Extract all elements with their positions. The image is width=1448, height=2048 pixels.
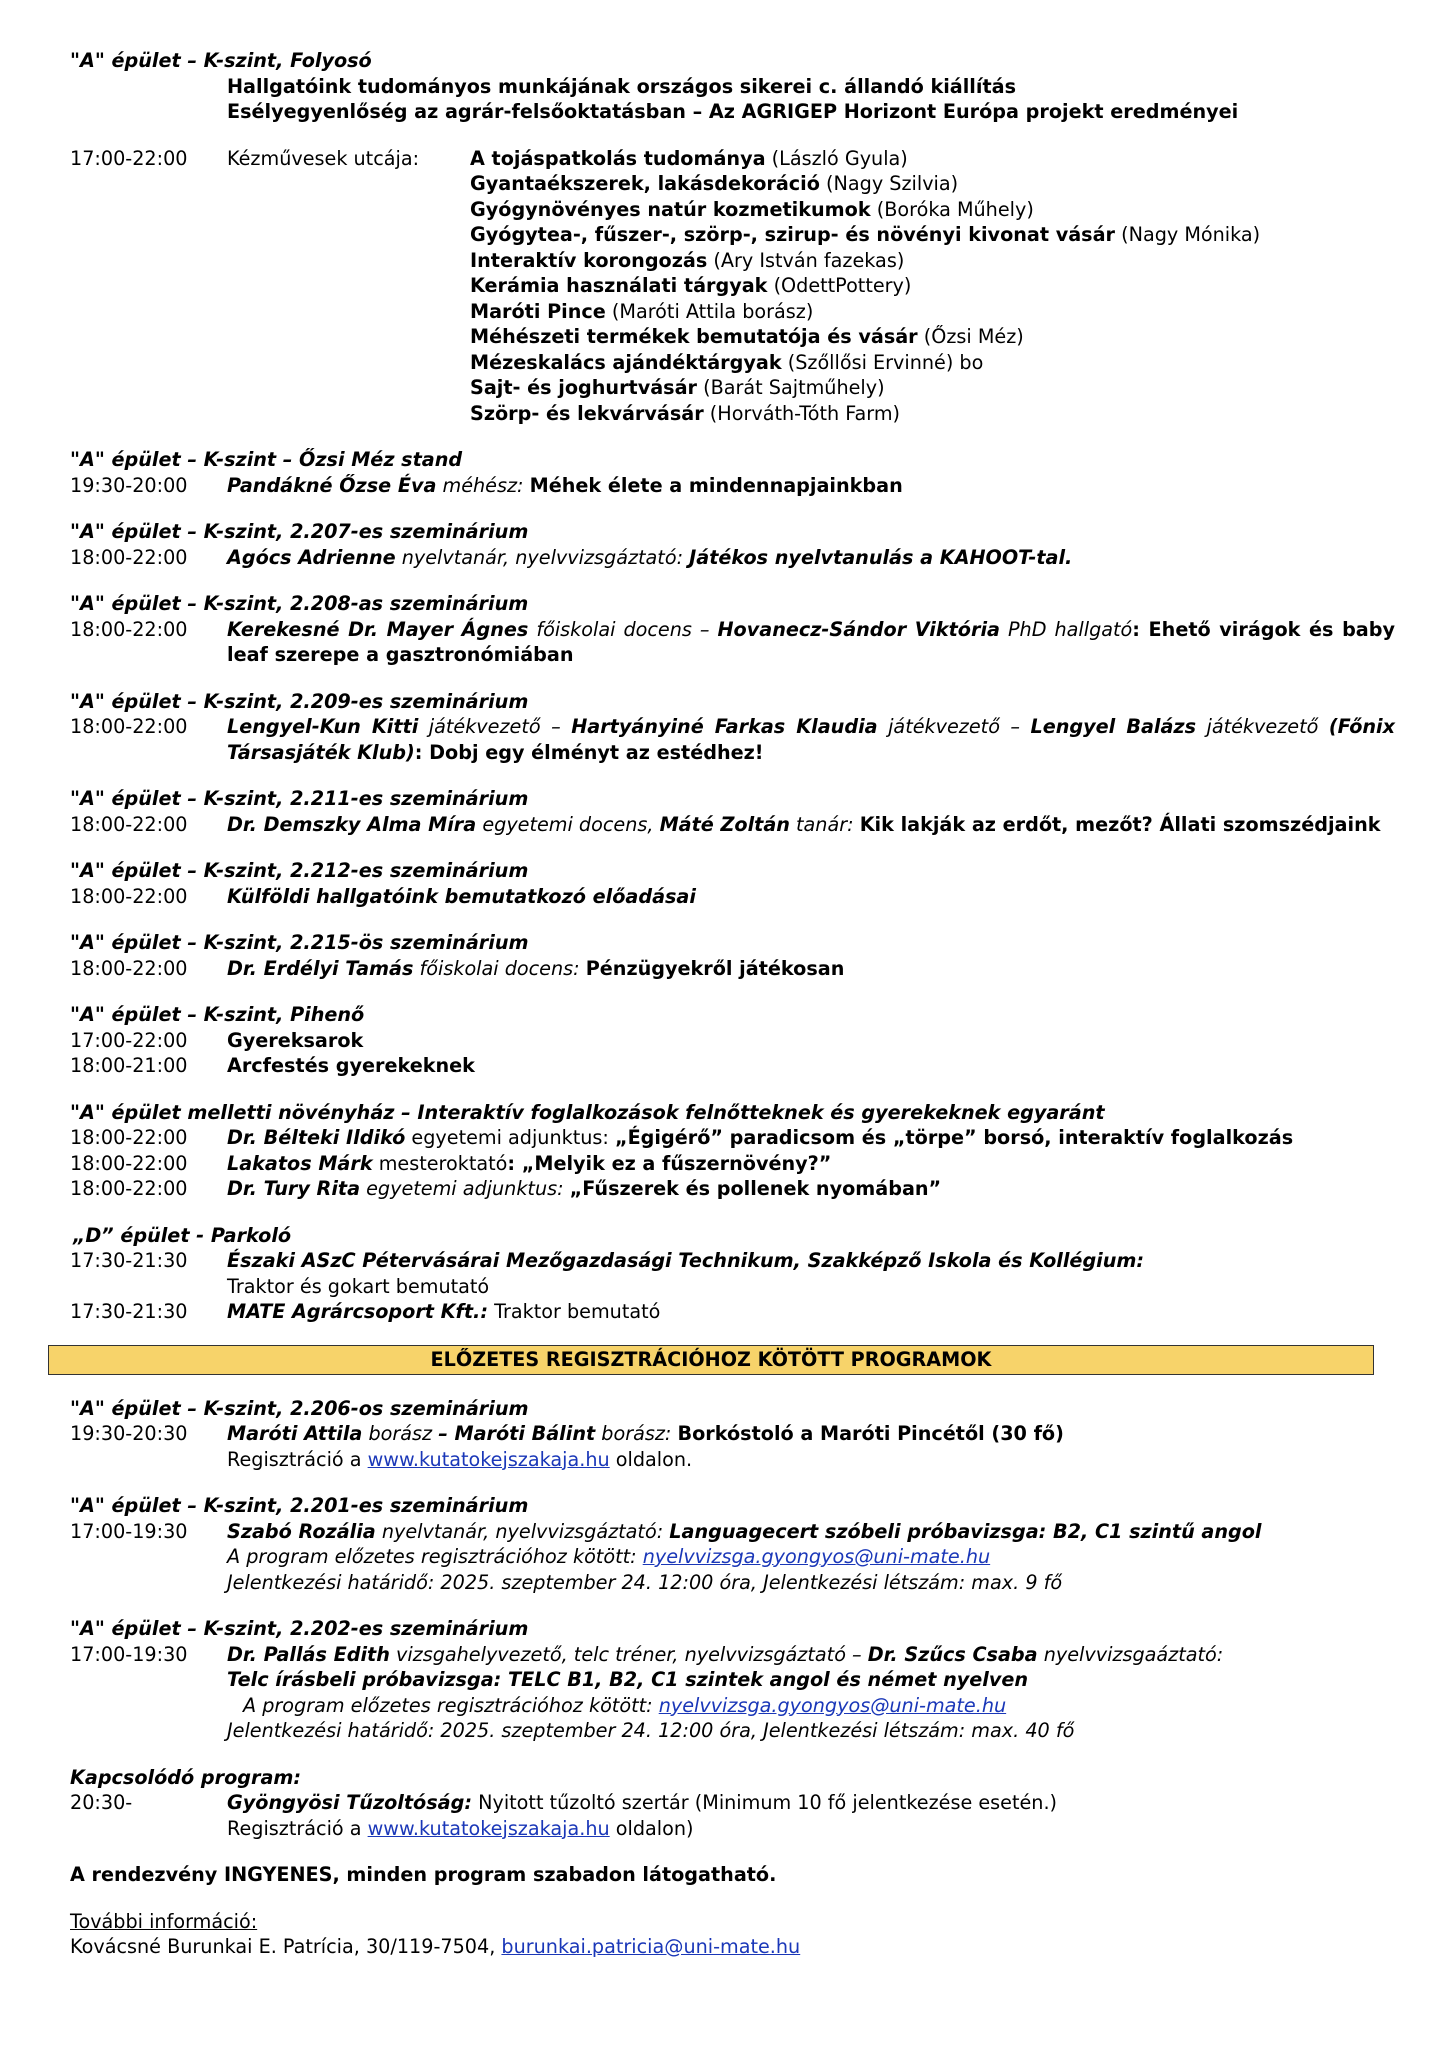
time-slot: 18:00-21:00 — [70, 1054, 188, 1077]
program-row: 18:00-22:00 Dr. Bélteki Ildikó egyetemi adjunktus: „Égigérő” paradicsom és „törpe” borsó, interaktív foglalkozás — [70, 1126, 1294, 1149]
section-novenyhaz — [70, 1100, 1395, 1202]
program-row: 18:00-22:00 Lengyel-Kun Kitti játékvezető – Hartyányiné Farkas Klaudia játékvezető – Lengyel Balázs játékvezető (Főnix Társasjáték Klub): Dobj egy élményt az estédhez! — [70, 715, 1396, 764]
program-row: 18:00-22:00 Agócs Adrienne nyelvtanár, nyelvvizsgáztató: Játékos nyelvtanulás a KAHOOT-tal. — [70, 545, 1073, 569]
registration-link[interactable]: www.kutatokejszakaja.hu — [367, 1447, 610, 1471]
program-row: 17:00-22:00 Gyereksarok — [70, 1028, 364, 1052]
section-2212 — [70, 858, 1395, 909]
program-row: 18:00-22:00 Külföldi hallgatóink bemutatkozó előadásai — [70, 884, 696, 908]
exhibition-line: Esélyegyenlőség az agrár-felsőoktatásban – Az AGRIGEP Horizont Európa projekt eredményei — [227, 100, 1239, 123]
program-row: 18:00-22:00 Dr. Erdélyi Tamás főiskolai docens: Pénzügyekről játékosan — [70, 956, 845, 980]
section-2201 — [70, 1493, 1395, 1595]
section-header: "A" épület – K-szint, 2.207-es szeminárium — [70, 520, 529, 543]
registration-line: Regisztráció a www.kutatokejszakaja.hu oldalon. — [227, 1447, 693, 1471]
registration-email-link[interactable]: nyelvvizsga.gyongyos@uni-mate.hu — [658, 1693, 1007, 1717]
craft-list — [470, 146, 1395, 427]
craft-street-label: Kézművesek utcája: — [227, 146, 420, 170]
program-row: 17:00-19:30 Szabó Rozália nyelvtanár, nyelvvizsgáztató: Languagecert szóbeli próbavizsga: B2, C1 szintű angol — [70, 1519, 1262, 1543]
more-info-label: További információ: — [70, 1909, 258, 1933]
free-notice: A rendezvény INGYENES, minden program szabadon látogatható. — [70, 1863, 777, 1886]
time-slot: 18:00-22:00 — [70, 1151, 188, 1175]
list-item: Gyantaékszerek, lakásdekoráció (Nagy Szilvia) — [470, 172, 959, 195]
list-item: Mézeskalács ajándéktárgyak (Szőllősi Ervinné) bo — [470, 350, 984, 374]
time-slot: 18:00-22:00 — [70, 617, 188, 641]
section-header: "A" épület – K-szint, 2.208-as szeminárium — [70, 592, 529, 615]
section-piheno — [70, 1002, 1395, 1079]
section-2209 — [70, 689, 1395, 766]
list-item: Gyógytea-, fűszer-, szörp-, szirup- és növényi kivonat vásár (Nagy Mónika) — [470, 223, 1261, 246]
program-page — [70, 48, 1395, 1960]
program-row: 17:30-21:30 MATE Agrárcsoport Kft.: Traktor bemutató — [70, 1300, 661, 1323]
program-row: 18:00-22:00 Dr. Demszky Alma Míra egyetemi docens, Máté Zoltán tanár: Kik lakják az erdőt, mezőt? Állati szomszédjaink — [70, 812, 1381, 836]
section-2208 — [70, 591, 1395, 668]
registration-line: A program előzetes regisztrációhoz kötött: nyelvvizsga.gyongyos@uni-mate.hu — [227, 1545, 991, 1568]
registration-link[interactable]: www.kutatokejszakaja.hu — [367, 1816, 610, 1840]
time-slot: 20:30- — [70, 1791, 133, 1814]
section-header: „D” épület - Parkoló — [73, 1223, 292, 1247]
section-header: "A" épület – K-szint, Pihenő — [70, 1003, 365, 1026]
section-header: "A" épület – K-szint, 2.212-es szeminárium — [70, 859, 529, 882]
time-slot: 19:30-20:30 — [70, 1422, 188, 1445]
list-item: A tojáspatkolás tudománya (László Gyula) — [470, 146, 908, 170]
time-slot: 18:00-22:00 — [70, 1177, 188, 1200]
section-2207 — [70, 519, 1395, 570]
contact-line: Kovácsné Burunkai E. Patrícia, 30/119-7504, burunkai.patricia@uni-mate.hu — [70, 1935, 801, 1958]
section-ozsi-stand — [70, 447, 1395, 498]
list-item: Gyógynövényes natúr kozmetikumok (Boróka Műhely) — [470, 197, 1034, 221]
time-slot: 18:00-22:00 — [70, 545, 188, 569]
registration-line: A program előzetes regisztrációhoz kötött: nyelvvizsga.gyongyos@uni-mate.hu — [243, 1693, 1007, 1717]
time-slot: 18:00-22:00 — [70, 812, 188, 836]
time-slot: 17:00-22:00 — [70, 146, 188, 170]
time-slot: 17:30-21:30 — [70, 1249, 188, 1272]
program-row: 17:30-21:30 Északi ASzC Pétervásárai Mezőgazdasági Technikum, Szakképző Iskola és Kollégium: — [70, 1249, 1145, 1272]
time-slot: 17:00-19:30 — [70, 1519, 188, 1543]
time-slot: 19:30-20:00 — [70, 473, 188, 497]
time-slot: 17:00-22:00 — [70, 1028, 188, 1052]
list-item: Méhészeti termékek bemutatója és vásár (Őzsi Méz) — [470, 325, 1024, 348]
section-folyoso — [70, 48, 1395, 426]
craft-street-row — [70, 146, 1395, 427]
section-header: "A" épület – K-szint – Őzsi Méz stand — [70, 448, 463, 471]
exhibition-line: Hallgatóink tudományos munkájának országos sikerei c. állandó kiállítás — [227, 74, 1017, 98]
deadline-line: Jelentkezési határidő: 2025. szeptember 24. 12:00 óra, Jelentkezési létszám: max. 9 fő — [227, 1570, 1063, 1594]
section-2202 — [70, 1616, 1395, 1744]
time-slot: 18:00-22:00 — [70, 715, 188, 738]
section-header: "A" épület – K-szint, 2.206-os szeminárium — [70, 1396, 529, 1420]
time-slot: 18:00-22:00 — [70, 1126, 188, 1149]
time-slot: 18:00-22:00 — [70, 956, 188, 980]
section-2206 — [70, 1396, 1395, 1473]
program-row: 19:30-20:00 Pandákné Őzse Éva méhész: Méhek élete a mindennapjainkban — [70, 473, 903, 497]
section-header: "A" épület melletti növényház – Interaktív foglalkozások felnőtteknek és gyerekeknek egyaránt — [70, 1100, 1105, 1124]
section-header: "A" épület – K-szint, 2.215-ös szeminárium — [70, 931, 529, 954]
program-row: 18:00-21:00 Arcfestés gyerekeknek — [70, 1054, 475, 1077]
section-header: "A" épület – K-szint, 2.211-es szeminárium — [70, 787, 529, 810]
program-title: Telc írásbeli próbavizsga: TELC B1, B2, C1 szintek angol és német nyelven — [227, 1668, 1029, 1691]
registration-banner: ELŐZETES REGISZTRÁCIÓHOZ KÖTÖTT PROGRAMOK — [48, 1345, 1374, 1375]
registration-email-link[interactable]: nyelvvizsga.gyongyos@uni-mate.hu — [642, 1545, 991, 1568]
program-row: 18:00-22:00 Lakatos Márk mesteroktató: „Melyik ez a fűszernövény?” — [70, 1151, 832, 1175]
section-header: "A" épület – K-szint, Folyosó — [70, 49, 372, 72]
section-parkolo — [70, 1223, 1395, 1325]
program-row: 18:00-22:00 Dr. Tury Rita egyetemi adjunktus: „Fűszerek és pollenek nyomában” — [70, 1177, 942, 1200]
time-slot: 17:00-19:30 — [70, 1642, 188, 1666]
section-header: "A" épület – K-szint, 2.202-es szeminárium — [70, 1617, 529, 1640]
section-header: Kapcsolódó program: — [70, 1765, 302, 1789]
list-item: Kerámia használati tárgyak (OdettPottery) — [470, 274, 912, 297]
list-item: Interaktív korongozás (Ary István fazekas) — [470, 248, 905, 272]
deadline-line: Jelentkezési határidő: 2025. szeptember 24. 12:00 óra, Jelentkezési létszám: max. 40 fő — [227, 1719, 1075, 1742]
contact-email-link[interactable]: burunkai.patricia@uni-mate.hu — [501, 1935, 801, 1958]
section-header: "A" épület – K-szint, 2.201-es szeminárium — [70, 1494, 529, 1517]
section-header: "A" épület – K-szint, 2.209-es szeminárium — [70, 689, 529, 713]
section-kapcsolodo — [70, 1765, 1395, 1842]
registration-line: Regisztráció a www.kutatokejszakaja.hu oldalon) — [227, 1816, 694, 1840]
time-slot: 18:00-22:00 — [70, 884, 188, 908]
section-2211 — [70, 786, 1395, 837]
program-row: 18:00-22:00 Kerekesné Dr. Mayer Ágnes főiskolai docens – Hovanecz-Sándor Viktória PhD hallgató: Ehető virágok és baby leaf szerepe a gasztronómiában — [70, 617, 1395, 666]
list-item: Sajt- és joghurtvásár (Barát Sajtműhely) — [470, 376, 885, 399]
program-row: 19:30-20:30 Maróti Attila borász – Maróti Bálint borász: Borkóstoló a Maróti Pincétől (30 fő) — [70, 1422, 1064, 1445]
time-slot: 17:30-21:30 — [70, 1300, 188, 1323]
list-item: Szörp- és lekvárvásár (Horváth-Tóth Farm) — [470, 401, 901, 425]
section-2215 — [70, 930, 1395, 981]
program-row: 20:30- Gyöngyösi Tűzoltóság: Nyitott tűzoltó szertár (Minimum 10 fő jelentkezése esetén.) — [70, 1791, 1058, 1814]
program-sub: Traktor és gokart bemutató — [227, 1274, 490, 1298]
more-info — [70, 1909, 1395, 1960]
program-row: 17:00-19:30 Dr. Pallás Edith vizsgahelyvezető, telc tréner, nyelvvizsgáztató – Dr. Szűcs Csaba nyelvvizsgaáztató: — [70, 1642, 1224, 1666]
list-item: Maróti Pince (Maróti Attila borász) — [470, 299, 814, 323]
